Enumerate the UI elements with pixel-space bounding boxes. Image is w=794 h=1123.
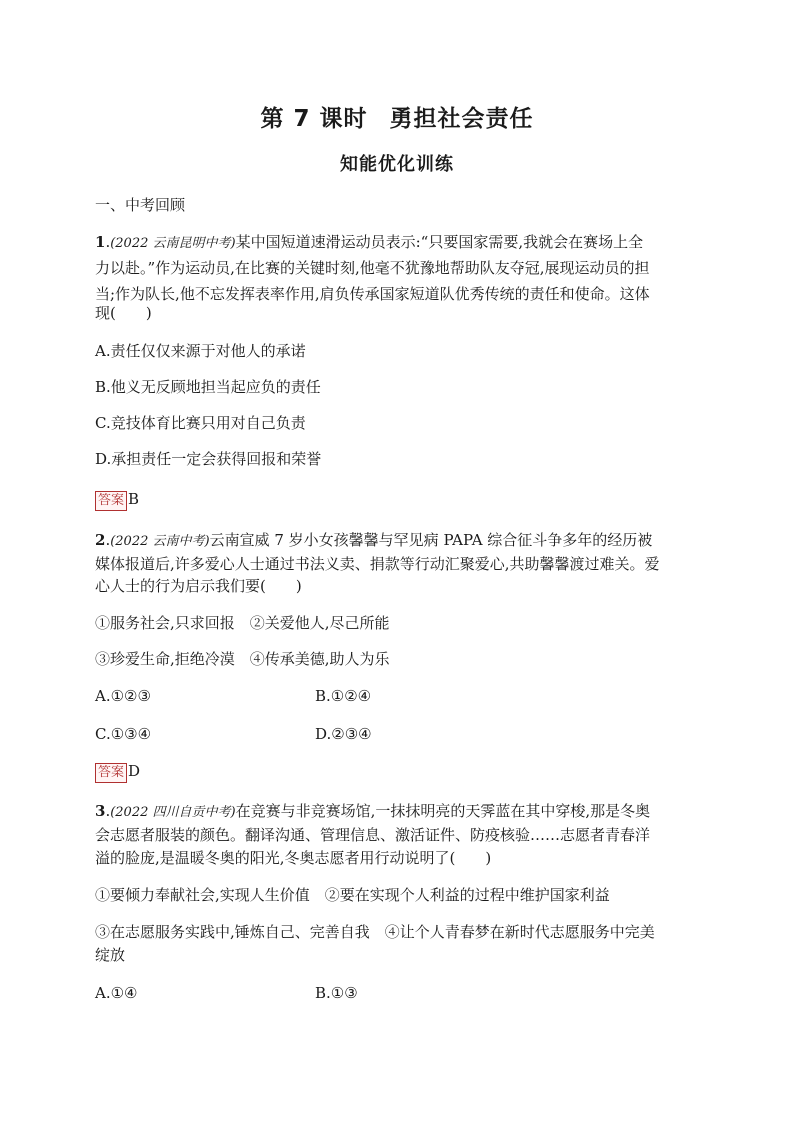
question-1-line-3: 当;作为队长,他不忘发挥表率作用,肩负传承国家短道队优秀传统的责任和使命。这体 — [95, 285, 650, 303]
question-1-option-a: A.责任仅仅来源于对他人的承诺 — [95, 342, 306, 360]
answer-badge: 答案 — [95, 491, 127, 511]
question-3-option-b: B.①③ — [315, 984, 358, 1002]
question-1-number: 1 — [95, 233, 106, 251]
question-2-statements-1: ①服务社会,只求回报 ②关爱他人,尽己所能 — [95, 614, 390, 632]
question-3-number: 3 — [95, 802, 106, 820]
question-2-options-row-2 — [95, 724, 372, 744]
question-2-line-3: 心人士的行为启示我们要( ) — [95, 577, 302, 595]
question-1-option-b: B.他义无反顾地担当起应负的责任 — [95, 378, 321, 396]
question-1-text: 某中国短道速滑运动员表示:“只要国家需要,我就会在赛场上全 — [235, 233, 644, 251]
question-2-option-a: A.①②③ — [95, 687, 151, 705]
question-3-statements-1: ①要倾力奉献社会,实现人生价值 ②要在实现个人利益的过程中维护国家利益 — [95, 886, 610, 904]
question-3-options-row-1 — [95, 983, 358, 1003]
page-title — [0, 100, 794, 133]
question-2-line-1: 2.(2022 云南中考)云南宣威 7 岁小女孩馨馨与罕见病 PAPA 综合征斗争多年的经历被 — [95, 531, 653, 549]
question-2-options-row-1 — [95, 686, 372, 706]
question-2-number: 2 — [95, 531, 106, 549]
question-1-line-2: 力以赴。”作为运动员,在比赛的关键时刻,他毫不犹豫地帮助队友夺冠,展现运动员的担 — [95, 259, 650, 277]
question-1-line-4: 现( ) — [95, 304, 152, 322]
question-2-statements-2: ③珍爱生命,拒绝冷漠 ④传承美德,助人为乐 — [95, 650, 390, 668]
question-3-option-a: A.①④ — [95, 984, 138, 1002]
question-2-option-c: C.①③④ — [95, 725, 152, 743]
question-2-line-2: 媒体报道后,许多爱心人士通过书法义卖、捐款等行动汇聚爱心,共助馨馨渡过难关。爱 — [95, 555, 660, 573]
question-2-text: 云南宣威 7 岁小女孩馨馨与罕见病 PAPA 综合征斗争多年的经历被 — [209, 531, 653, 549]
question-2-answer — [95, 761, 140, 783]
question-1-option-d: D.承担责任一定会获得回报和荣誉 — [95, 450, 322, 468]
question-2-source: (2022 云南中考) — [110, 534, 210, 549]
question-3-line-1: 3.(2022 四川自贡中考)在竞赛与非竞赛场馆,一抹抹明亮的天霁蓝在其中穿梭,那是冬奥 — [95, 802, 651, 820]
question-3-statements-2b: 绽放 — [95, 946, 126, 964]
lesson-number: 第 7 课时 — [260, 106, 368, 132]
answer-badge: 答案 — [95, 763, 127, 783]
question-1-source: (2022 云南昆明中考) — [110, 236, 236, 251]
question-1-line-1: 1.(2022 云南昆明中考)某中国短道速滑运动员表示:“只要国家需要,我就会在赛场上全 — [95, 233, 644, 251]
question-1-option-c: C.竞技体育比赛只用对自己负责 — [95, 414, 306, 432]
lesson-topic: 勇担社会责任 — [389, 106, 534, 132]
section-heading: 一、中考回顾 — [95, 196, 186, 214]
question-3-statements-2a: ③在志愿服务实践中,锤炼自己、完善自我 ④让个人青春梦在新时代志愿服务中完美 — [95, 923, 655, 941]
question-2-answer-value: D — [128, 762, 141, 780]
page-subtitle: 知能优化训练 — [340, 154, 454, 175]
question-2-option-d: D.②③④ — [315, 725, 372, 743]
question-3-line-2: 会志愿者服装的颜色。翻译沟通、管理信息、激活证件、防疫核验……志愿者青春洋 — [95, 826, 651, 844]
question-1-answer — [95, 489, 139, 511]
question-3-source: (2022 四川自贡中考) — [110, 805, 236, 820]
question-2-option-b: B.①②④ — [315, 687, 372, 705]
question-3-line-3: 溢的脸庞,是温暖冬奥的阳光,冬奥志愿者用行动说明了( ) — [95, 849, 492, 867]
question-3-text: 在竞赛与非竞赛场馆,一抹抹明亮的天霁蓝在其中穿梭,那是冬奥 — [235, 802, 651, 820]
question-1-answer-value: B — [128, 490, 140, 508]
